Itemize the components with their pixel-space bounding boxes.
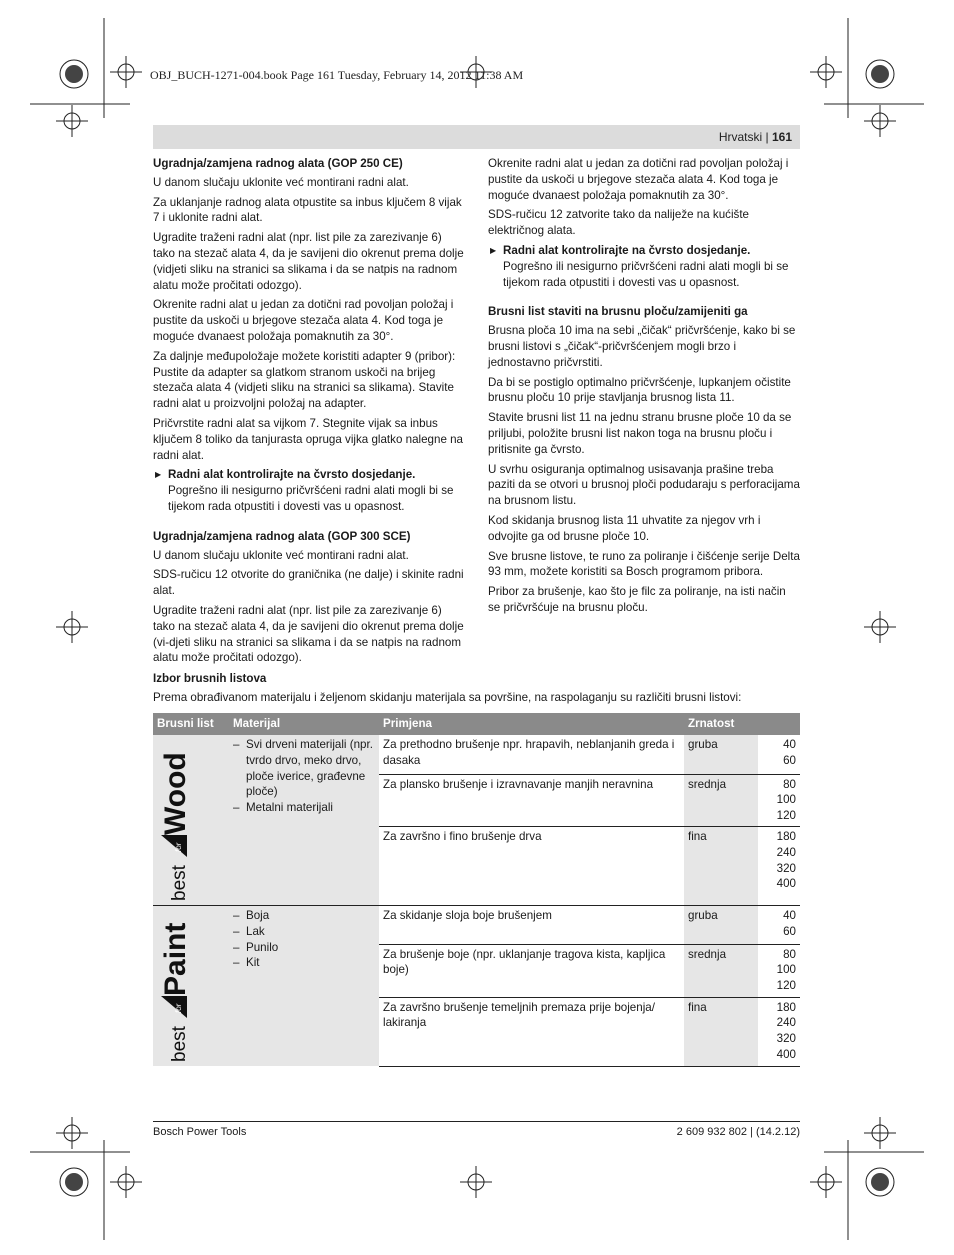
- paragraph: SDS-ručicu 12 otvorite do graničnika (ne dalje) i skinite radni alat.: [153, 568, 464, 598]
- list-item: – Kit: [233, 955, 375, 971]
- table-header-row: [153, 713, 800, 735]
- paragraph: Okrenite radni alat u jedan za dotični rad povoljan položaj i pustite da uskoči u brjegove stezača alata 4. Kod toga je moguće dvanaest položaja pomaknutih za 30°.: [153, 298, 454, 343]
- table-row: [153, 906, 800, 945]
- paragraph: Da bi se postiglo optimalno pričvršćenje, lupkanjem očistite brusnu ploču 10 prije stavljanja brusnog lista 11.: [488, 375, 791, 405]
- header-language: Hrvatski: [718, 130, 763, 144]
- paragraph: Sve brusne listove, te runo za poliranje i čišćenje serije Delta 93 mm, možete koristiti sa Bosch programom pribora.: [488, 549, 800, 579]
- left-column: [153, 156, 465, 670]
- header-material: Materijal: [229, 713, 379, 735]
- paragraph: Kod skidanja brusnog lista 11 uhvatite za njegov vrh i odvojite ga od brusne ploče 10.: [488, 513, 761, 543]
- selection-title: Izbor brusnih listova: [153, 672, 267, 685]
- grade-cell: fina: [684, 997, 758, 1066]
- grit-cell: 180 240 320 400: [758, 827, 800, 906]
- application-cell: Za prethodno brušenje npr. hrapavih, neblanjanih greda i dasaka: [383, 738, 675, 767]
- header-grit: Zrnatost: [684, 713, 800, 735]
- grit-cell: 40 60: [783, 738, 796, 767]
- logo-best-text: best: [169, 865, 190, 901]
- grade-cell: srednja: [684, 944, 758, 997]
- list-item: – Boja: [233, 908, 375, 924]
- paragraph: Za daljnje međupoložaje možete koristiti adapter 9 (pribor): Pustite da adapter sa glatkom stranom uskoči na brijeg stezača alata 4 (vidjeti sliku na stranici sa slikama). Stavite radni alat u proizvoljni položaj na adapter.: [153, 349, 456, 411]
- paragraph: SDS-ručicu 12 zatvorite tako da naliježe na kućište električnog alata.: [488, 208, 749, 238]
- application-cell: Za skidanje sloja boje brušenjem: [379, 906, 684, 945]
- warning-note: ▶ Radni alat kontrolirajte na čvrsto dosjedanje. Pogrešno ili nesigurno pričvršćeni radni alati mogli bi se tijekom rada otpustiti i dovesti vas u opasnost.: [488, 243, 800, 290]
- section-heading-sanding-sheet: Brusni list staviti na brusnu ploču/zamijeniti ga: [488, 305, 748, 319]
- paragraph: U svrhu osiguranja optimalnog usisavanja prašine treba paziti da se otvori u brusnoj ploči podudaraju s perforacijama na brusnom listu.: [488, 462, 800, 508]
- grade-cell: srednja: [684, 774, 758, 826]
- paragraph: Pribor za brušenje, kao što je filc za poliranje, na isti način se pričvršćuje na brusnu ploču.: [488, 585, 786, 614]
- sanding-sheet-table: [153, 713, 800, 1067]
- selection-section: [153, 671, 800, 706]
- list-item: – Lak: [233, 924, 375, 940]
- logo-for-text: for: [174, 1003, 183, 1013]
- book-info-line: OBJ_BUCH-1271-004.book Page 161 Tuesday, February 14, 2012 11:38 AM: [150, 68, 524, 82]
- section-heading-gop250: Ugradnja/zamjena radnog alata (GOP 250 CE): [153, 157, 403, 170]
- application-cell: Za završno brušenje temeljnih premaza prije bojenja/ lakiranja: [379, 997, 684, 1066]
- header-sheet: Brusni list: [153, 713, 229, 735]
- paragraph: Stavite brusni list 11 na jednu stranu brusne ploče 10 da se priljubi, položite brusni list nakon toga na brusnu ploču i pritisnite ga čvrsto.: [488, 411, 792, 456]
- paragraph: Okrenite radni alat u jedan za dotični rad povoljan položaj i pustite da uskoči u brjegove stezača alata 4. Kod toga je moguće dvanaest položaja pomaknutih za 30°.: [488, 157, 789, 202]
- grade-cell: gruba: [684, 735, 758, 774]
- selection-intro: Prema obrađivanom materijalu i željenom skidanju materijala sa površine, na raspolaganju su različiti brusni listovi:: [153, 690, 742, 704]
- application-cell: Za brušenje boje (npr. uklanjanje tragova kista, kapljica boje): [379, 944, 684, 997]
- paragraph: Ugradite traženi radni alat (npr. list pile za zarezivanje 6) tako na stezač alata 4, da je savijeni dio okrenut prema dolje (vi-djeti sliku na stranici sa slikama i da se natpis na radnom alatu može pročitati odozgo).: [153, 603, 464, 665]
- paragraph: Ugradite traženi radni alat (npr. list pile za zarezivanje 6) tako na stezač alata 4, da je savijeni dio okrenut prema dolje (vidjeti sliku na stranici sa slikama i da se natpis na radnom alatu može pročitati odozgo).: [153, 231, 464, 292]
- section-heading-gop300: Ugradnja/zamjena radnog alata (GOP 300 SCE): [153, 529, 411, 543]
- warning-note: ▶ Radni alat kontrolirajte na čvrsto dosjedanje. Pogrešno ili nesigurno pričvršćeni radni alati mogli bi se tijekom rada otpustiti i dovesti vas u opasnost.: [153, 467, 465, 514]
- logo-word-text: Wood: [159, 752, 192, 835]
- paragraph: Brusna ploča 10 ima na sebi „čičak“ pričvršćenje, kako bi se brusni listovi s „čičak“-pričvršćenjem mogli brzo i jednostavno pričvrstiti.: [488, 324, 796, 369]
- list-item: – Metalni materijali: [233, 800, 375, 816]
- application-cell: Za plansko brušenje i izravnavanje manjih neravnina: [379, 774, 684, 826]
- application-cell: Za završno i fino brušenje drva: [379, 827, 684, 906]
- list-item: – Punilo: [233, 940, 375, 956]
- page-header: Hrvatski | 161: [153, 125, 800, 149]
- footer-brand: Bosch Power Tools: [153, 1126, 247, 1138]
- grit-cell: 180 240 320 400: [758, 997, 800, 1066]
- paragraph: Za uklanjanje radnog alata otpustite sa inbus ključem 8 vijak 7 i uklonite radni alat.: [153, 195, 462, 225]
- logo-best-text: best: [169, 1026, 190, 1062]
- grade-cell: gruba: [684, 906, 758, 945]
- page-number: 161: [771, 130, 792, 144]
- header-application: Primjena: [379, 713, 684, 735]
- grit-cell: 80 100 120: [758, 774, 800, 826]
- best-for-wood-logo: [153, 735, 229, 906]
- grit-cell: 80 100 120: [758, 944, 800, 997]
- logo-for-text: for: [174, 842, 183, 852]
- logo-word-text: Paint: [159, 922, 192, 996]
- table-row: [153, 735, 800, 774]
- right-column: [488, 156, 800, 620]
- paragraph: U danom slučaju uklonite već montirani radni alat.: [153, 175, 409, 189]
- list-item: – Svi drveni materijali (npr. tvrdo drvo, meko drvo, ploče iverice, građevne ploče): [233, 737, 375, 800]
- paragraph: Pričvrstite radni alat sa vijkom 7. Stegnite vijak sa inbus ključem 8 toliko da tanjurasta opruga vijka glatko nalegne na radni alat.: [153, 416, 464, 462]
- footer-rule: [153, 1121, 800, 1122]
- material-cell: [229, 735, 379, 906]
- grit-cell: 40 60: [758, 906, 800, 945]
- footer-doc-number: 2 609 932 802 | (14.2.12): [676, 1126, 800, 1138]
- grade-cell: fina: [684, 827, 758, 906]
- best-for-paint-logo: [153, 906, 229, 1067]
- material-cell: [229, 906, 379, 1067]
- paragraph: U danom slučaju uklonite već montirani radni alat.: [153, 548, 409, 562]
